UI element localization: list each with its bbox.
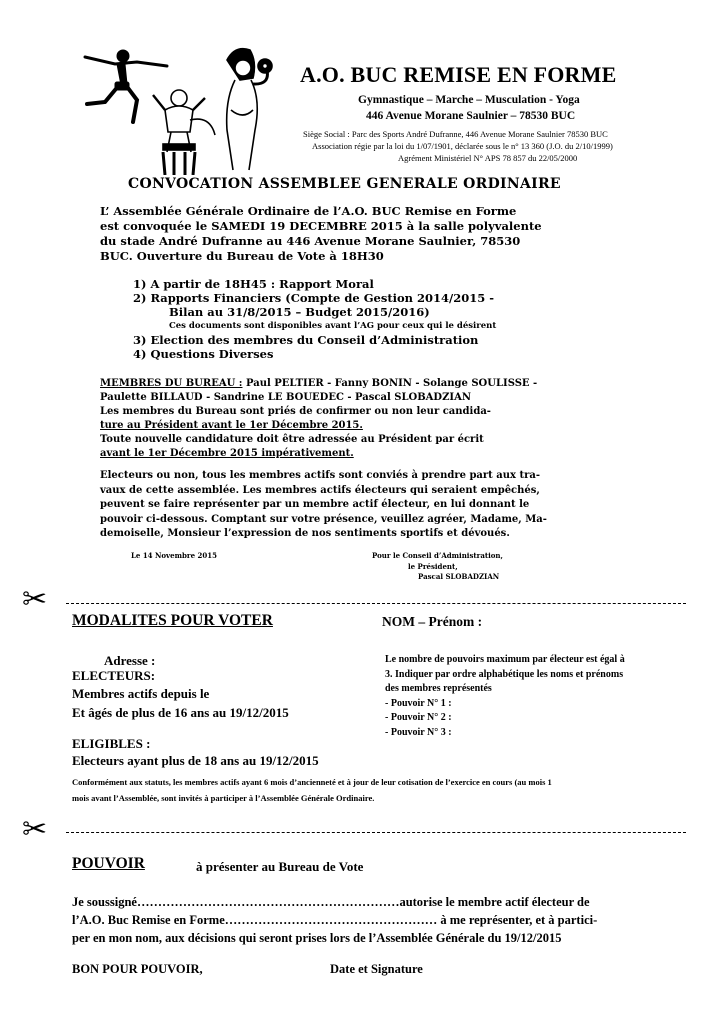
electeurs-line: Electeurs ou non, tous les membres actifs sont conviés à prendre part aux tra- [100, 470, 540, 481]
procuration-text [72, 893, 712, 947]
bureau-members [100, 377, 635, 461]
pouvoirs-line: 3. Indiquer par ordre alphabétique les noms et prénoms [385, 668, 624, 680]
members-text: avant le 1er Décembre 2015 impérativement. [100, 448, 354, 459]
pouvoir-slot: - Pouvoir N° 3 : [385, 726, 452, 738]
athlete-figure [153, 90, 215, 175]
pouvoirs-info [385, 653, 705, 740]
agenda-item: 1) A partir de 18H45 : Rapport Moral [133, 277, 374, 291]
convocation-intro [100, 204, 630, 264]
agenda-item-continued: Bilan au 31/8/2015 – Budget 2015/2016) [169, 305, 430, 319]
electeurs-line: vaux de cette assemblée. Les membres actifs électeurs qui seraient empêchés, [100, 484, 540, 496]
procuration-line: l’A.O. Buc Remise en Forme…………………………………………… à me représenter, et à partici- [72, 913, 598, 927]
signature-line: Pascal SLOBADZIAN [418, 572, 500, 581]
agenda-list [133, 277, 496, 361]
agenda-item: 2) Rapports Financiers (Compte de Gestion 2014/2015 - [133, 291, 495, 305]
statuts-line: mois avant l’Assemblée, sont invités à participer à l’Assemblée Générale Ordinaire. [72, 793, 375, 803]
cut-line [66, 603, 686, 604]
date-signature-label: Date et Signature [330, 962, 423, 976]
intro-line: L’ Assemblée Générale Ordinaire de l’A.O. BUC Remise en Forme [100, 204, 517, 218]
pouvoir-subtitle: à présenter au Bureau de Vote [196, 859, 364, 874]
electeurs-paragraph [100, 469, 635, 542]
woman-dumbbell-figure [227, 49, 272, 170]
members-label: MEMBRES DU BUREAU : [100, 378, 243, 389]
signature-line: Pour le Conseil d’Administration, [372, 551, 503, 560]
bon-pour-pouvoir: BON POUR POUVOIR, [72, 962, 203, 976]
eligibles-criteria: Electeurs ayant plus de 18 ans au 19/12/2015 [72, 753, 319, 768]
nom-prenom-label: NOM – Prénom : [382, 614, 483, 629]
convocation-title: CONVOCATION ASSEMBLEE GENERALE ORDINAIRE [128, 176, 561, 192]
procuration-line: per en mon nom, aux décisions qui seront prises lors de l’Assemblée Générale du 19/12/2015 [72, 931, 562, 945]
pouvoirs-line: Le nombre de pouvoirs maximum par électeur est égal à [385, 654, 625, 665]
org-info-line: Association régie par la loi du 1/07/1901, déclarée sous le n° 13 360 (J.O. du 2/10/1999) [312, 141, 613, 151]
signature-line: le Président, [408, 562, 458, 571]
electeurs-line: demoiselle, Monsieur l’expression de nos sentiments sportifs et dévoués. [100, 528, 510, 539]
club-logo-athletes [75, 40, 285, 175]
electeurs-line: pouvoir ci-dessous. Comptant sur votre présence, veuillez agréer, Madame, Ma- [100, 513, 547, 525]
pouvoir-slot: - Pouvoir N° 1 : [385, 697, 452, 709]
members-text: Les membres du Bureau sont priés de confirmer ou non leur candida- [100, 406, 491, 417]
agenda-item: 4) Questions Diverses [133, 347, 274, 361]
modalites-title: MODALITES POUR VOTER [72, 612, 273, 629]
electeurs-line: peuvent se faire représenter par un membre actif électeur, en lui donnant le [100, 499, 530, 510]
statuts-note [72, 774, 712, 806]
agenda-item: 3) Election des membres du Conseil d’Administration [133, 333, 479, 347]
members-names: Paul PELTIER - Fanny BONIN - Solange SOULISSE - [242, 378, 538, 389]
org-info-line: Siège Social : Parc des Sports André Dufranne, 446 Avenue Morane Saulnier 78530 BUC [303, 129, 608, 139]
members-names: Paulette BILLAUD - Sandrine LE BOUEDEC - Pascal SLOBADZIAN [100, 392, 471, 403]
org-activities: Gymnastique – Marche – Musculation - Yoga [358, 94, 580, 106]
pouvoir-slot: - Pouvoir N° 2 : [385, 712, 452, 723]
cut-line [66, 832, 686, 833]
procuration-line: Je soussigné………………………………………………………autorise le membre actif électeur de [72, 895, 590, 909]
electeurs-label: ELECTEURS: [72, 668, 156, 683]
statuts-line: Conformément aux statuts, les membres actifs ayant 6 mois d’ancienneté et à jour de leur cotisation de l’exercice en cours (au mois 1 [72, 777, 552, 787]
agenda-note: Ces documents sont disponibles avant l’AG pour ceux qui le désirent [169, 321, 497, 331]
intro-line: est convoquée le SAMEDI 19 DECEMBRE 2015 à la salle polyvalente [100, 219, 542, 233]
scissors-icon: ✂ [22, 813, 48, 846]
scissors-icon: ✂ [22, 583, 48, 616]
members-text: ture au Président avant le 1er Décembre 2015. [100, 420, 363, 431]
org-title: A.O. BUC REMISE EN FORME [300, 62, 617, 87]
members-text: Toute nouvelle candidature doit être adressée au Président par écrit [100, 434, 484, 445]
electeurs-criteria: Membres actifs depuis le [72, 686, 210, 701]
intro-line: BUC. Ouverture du Bureau de Vote à 18H30 [100, 249, 384, 263]
pouvoir-title: POUVOIR [72, 855, 145, 872]
eligibles-label: ELIGIBLES : [72, 736, 151, 751]
adresse-label: Adresse : [104, 653, 156, 668]
gymnast-figure [85, 50, 167, 122]
pouvoirs-line: des membres représentés [385, 683, 492, 694]
org-info-line: Agrément Ministériel N° APS 78 857 du 22/05/2000 [398, 153, 578, 163]
document-date: Le 14 Novembre 2015 [131, 551, 217, 560]
org-address: 446 Avenue Morane Saulnier – 78530 BUC [366, 110, 576, 122]
intro-line: du stade André Dufranne au 446 Avenue Morane Saulnier, 78530 [100, 234, 521, 248]
electeurs-criteria: Et âgés de plus de 16 ans au 19/12/2015 [72, 705, 289, 720]
